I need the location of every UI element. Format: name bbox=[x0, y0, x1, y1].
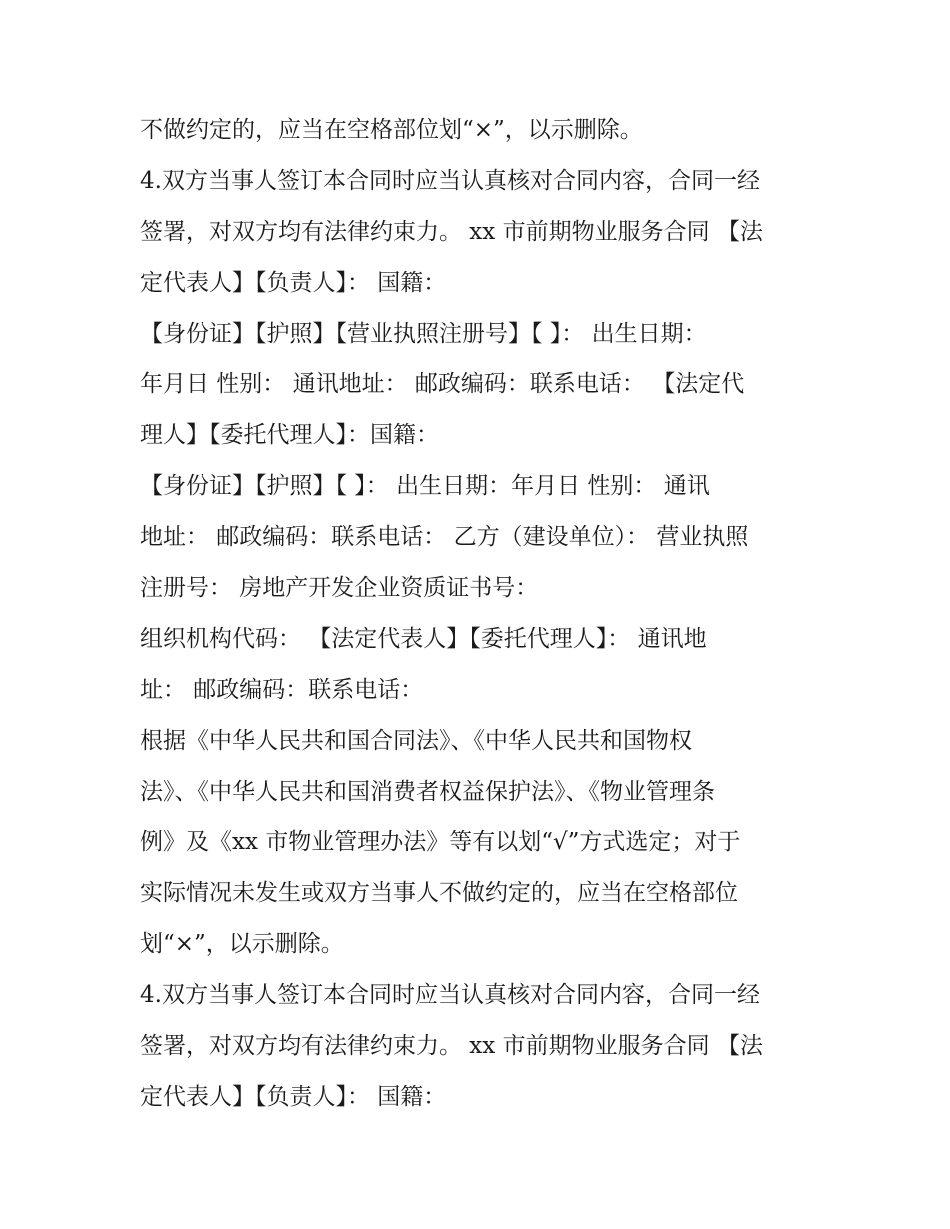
text-line: 签署，对双方均有法律约束力。 xx 市前期物业服务合同 【法 bbox=[140, 1033, 763, 1060]
text-line: 理人】【委托代理人】：国籍： bbox=[140, 422, 439, 449]
text-line: 4.双方当事人签订本合同时应当认真核对合同内容，合同一经 bbox=[140, 982, 760, 1009]
text-line: 4.双方当事人签订本合同时应当认真核对合同内容，合同一经 bbox=[140, 167, 760, 194]
text-line: 定代表人】【负责人】： 国籍： bbox=[140, 269, 447, 296]
text-line: 划“×”，以示删除。 bbox=[140, 931, 344, 958]
text-line: 【身份证】【护照】【营业执照注册号】【 】： 出生日期： bbox=[140, 320, 707, 347]
text-line: 注册号： 房地产开发企业资质证书号： bbox=[140, 575, 539, 602]
document-body bbox=[140, 105, 830, 1123]
text-line: 组织机构代码： 【法定代表人】【委托代理人】： 通讯地 bbox=[140, 625, 707, 652]
text-line: 不做约定的，应当在空格部位划“×”，以示删除。 bbox=[140, 117, 643, 143]
text-line: 根据《中华人民共和国合同法》、《中华人民共和国物权 bbox=[140, 727, 692, 754]
text-line: 签署，对双方均有法律约束力。 xx 市前期物业服务合同 【法 bbox=[140, 218, 763, 245]
text-line: 地址： 邮政编码：联系电话： 乙方（建设单位）： 营业执照 bbox=[140, 524, 749, 551]
text-line: 例》及《xx 市物业管理办法》等有以划“√”方式选定；对于 bbox=[140, 829, 741, 856]
text-line: 实际情况未发生或双方当事人不做约定的，应当在空格部位 bbox=[140, 880, 738, 907]
text-line: 【身份证】【护照】【 】： 出生日期：年月日 性别： 通讯 bbox=[140, 473, 710, 500]
text-line: 定代表人】【负责人】： 国籍： bbox=[140, 1083, 447, 1110]
text-line: 址： 邮政编码：联系电话： bbox=[140, 676, 424, 703]
text-line: 年月日 性别： 通讯地址： 邮政编码：联系电话： 【法定代 bbox=[140, 371, 745, 398]
text-line: 法》、《中华人民共和国消费者权益保护法》、《物业管理条 bbox=[140, 778, 715, 805]
